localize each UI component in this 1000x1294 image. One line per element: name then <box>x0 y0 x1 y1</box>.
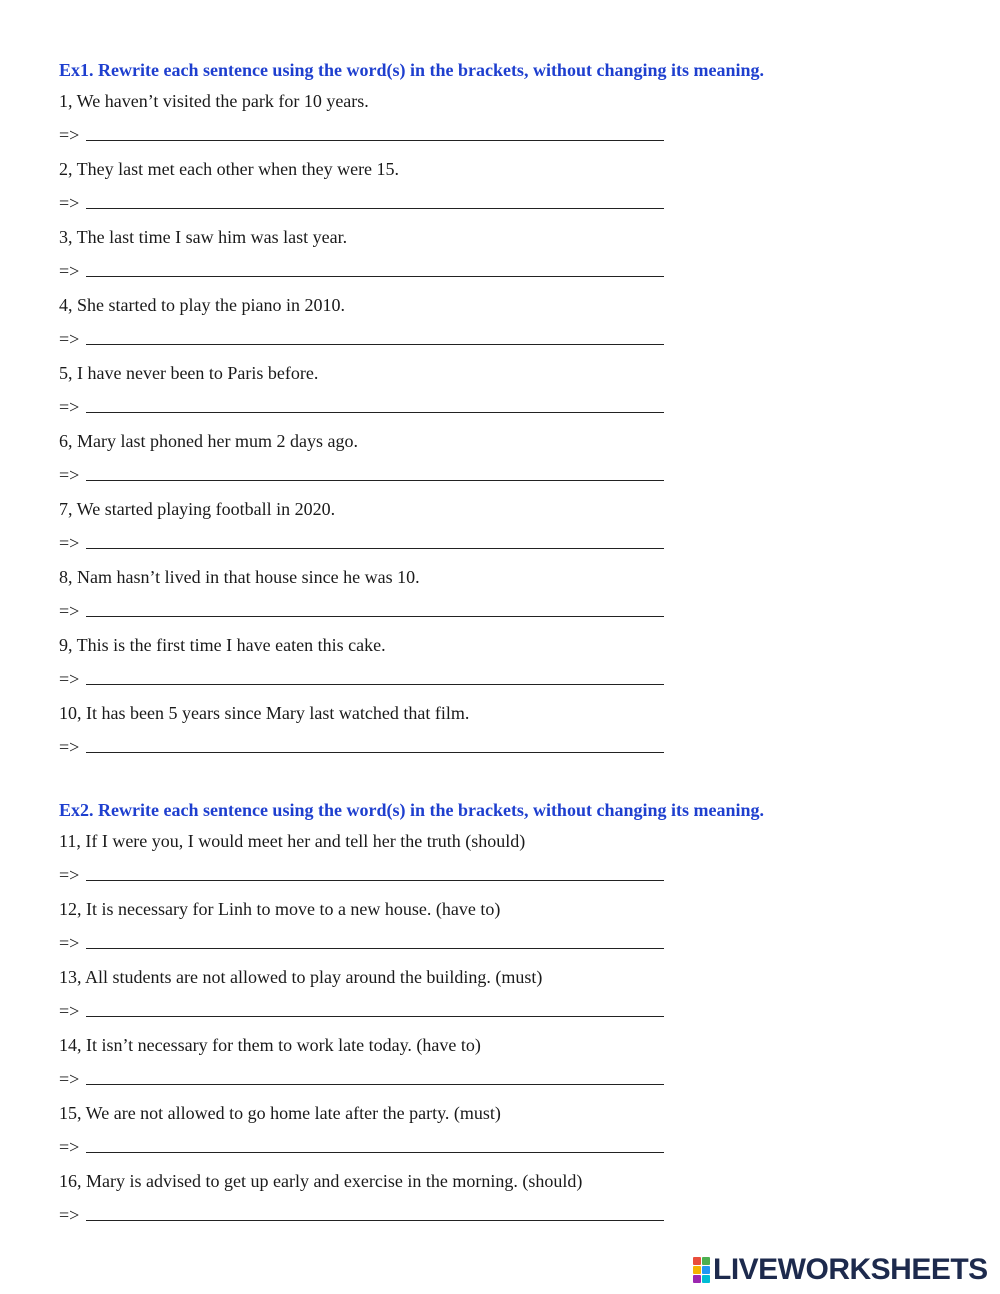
question-10: 10, It has been 5 years since Mary last watched that film. <box>59 703 470 723</box>
question-5: 5, I have never been to Paris before. <box>59 363 319 383</box>
question-11: 11, If I were you, I would meet her and tell her the truth (should) <box>59 831 526 851</box>
answer-arrow: => <box>59 669 80 689</box>
answer-row-12[interactable] <box>59 926 819 960</box>
answer-blank-5[interactable] <box>86 412 664 413</box>
answer-row-7[interactable] <box>59 526 819 560</box>
answer-arrow: => <box>59 1205 80 1225</box>
answer-blank-4[interactable] <box>86 344 664 345</box>
answer-row-8[interactable] <box>59 594 819 628</box>
answer-arrow: => <box>59 125 80 145</box>
answer-blank-15[interactable] <box>86 1152 664 1153</box>
answer-row-14[interactable] <box>59 1062 819 1096</box>
question-1: 1, We haven’t visited the park for 10 years. <box>59 91 369 111</box>
answer-blank-14[interactable] <box>86 1084 664 1085</box>
liveworksheets-logo <box>693 1253 988 1286</box>
answer-blank-7[interactable] <box>86 548 664 549</box>
answer-row-10[interactable] <box>59 730 819 764</box>
answer-blank-13[interactable] <box>86 1016 664 1017</box>
answer-blank-16[interactable] <box>86 1220 664 1221</box>
question-7: 7, We started playing football in 2020. <box>59 499 336 519</box>
answer-arrow: => <box>59 533 80 553</box>
answer-row-6[interactable] <box>59 458 819 492</box>
ex1-heading: Ex1. Rewrite each sentence using the word(s) in the brackets, without changing its meaning. <box>59 60 764 80</box>
answer-arrow: => <box>59 737 80 757</box>
question-2: 2, They last met each other when they were 15. <box>59 159 400 179</box>
question-8: 8, Nam hasn’t lived in that house since he was 10. <box>59 567 420 587</box>
answer-arrow: => <box>59 601 80 621</box>
question-12: 12, It is necessary for Linh to move to a new house. (have to) <box>59 899 501 919</box>
ex2-heading: Ex2. Rewrite each sentence using the word(s) in the brackets, without changing its meaning. <box>59 800 764 820</box>
question-16: 16, Mary is advised to get up early and exercise in the morning. (should) <box>59 1171 583 1191</box>
question-14: 14, It isn’t necessary for them to work late today. (have to) <box>59 1035 481 1055</box>
answer-row-2[interactable] <box>59 186 819 220</box>
question-3: 3, The last time I saw him was last year. <box>59 227 348 247</box>
answer-arrow: => <box>59 1001 80 1021</box>
answer-arrow: => <box>59 933 80 953</box>
answer-blank-9[interactable] <box>86 684 664 685</box>
question-4: 4, She started to play the piano in 2010. <box>59 295 345 315</box>
answer-arrow: => <box>59 1137 80 1157</box>
answer-row-3[interactable] <box>59 254 819 288</box>
answer-arrow: => <box>59 1069 80 1089</box>
answer-row-5[interactable] <box>59 390 819 424</box>
question-13: 13, All students are not allowed to play around the building. (must) <box>59 967 543 987</box>
section-spacer <box>59 764 819 796</box>
answer-arrow: => <box>59 261 80 281</box>
answer-blank-2[interactable] <box>86 208 664 209</box>
worksheet <box>59 56 819 1232</box>
answer-arrow: => <box>59 397 80 417</box>
answer-arrow: => <box>59 329 80 349</box>
logo-text: LIVEWORKSHEETS <box>713 1253 988 1286</box>
answer-blank-12[interactable] <box>86 948 664 949</box>
answer-blank-10[interactable] <box>86 752 664 753</box>
answer-blank-1[interactable] <box>86 140 664 141</box>
answer-row-15[interactable] <box>59 1130 819 1164</box>
answer-row-16[interactable] <box>59 1198 819 1232</box>
answer-blank-6[interactable] <box>86 480 664 481</box>
answer-row-13[interactable] <box>59 994 819 1028</box>
answer-blank-8[interactable] <box>86 616 664 617</box>
logo-blocks-icon <box>693 1257 710 1283</box>
answer-arrow: => <box>59 465 80 485</box>
question-6: 6, Mary last phoned her mum 2 days ago. <box>59 431 358 451</box>
answer-arrow: => <box>59 865 80 885</box>
question-15: 15, We are not allowed to go home late after the party. (must) <box>59 1103 501 1123</box>
answer-row-9[interactable] <box>59 662 819 696</box>
answer-blank-11[interactable] <box>86 880 664 881</box>
answer-arrow: => <box>59 193 80 213</box>
answer-row-4[interactable] <box>59 322 819 356</box>
answer-row-11[interactable] <box>59 858 819 892</box>
answer-row-1[interactable] <box>59 118 819 152</box>
answer-blank-3[interactable] <box>86 276 664 277</box>
question-9: 9, This is the first time I have eaten this cake. <box>59 635 386 655</box>
